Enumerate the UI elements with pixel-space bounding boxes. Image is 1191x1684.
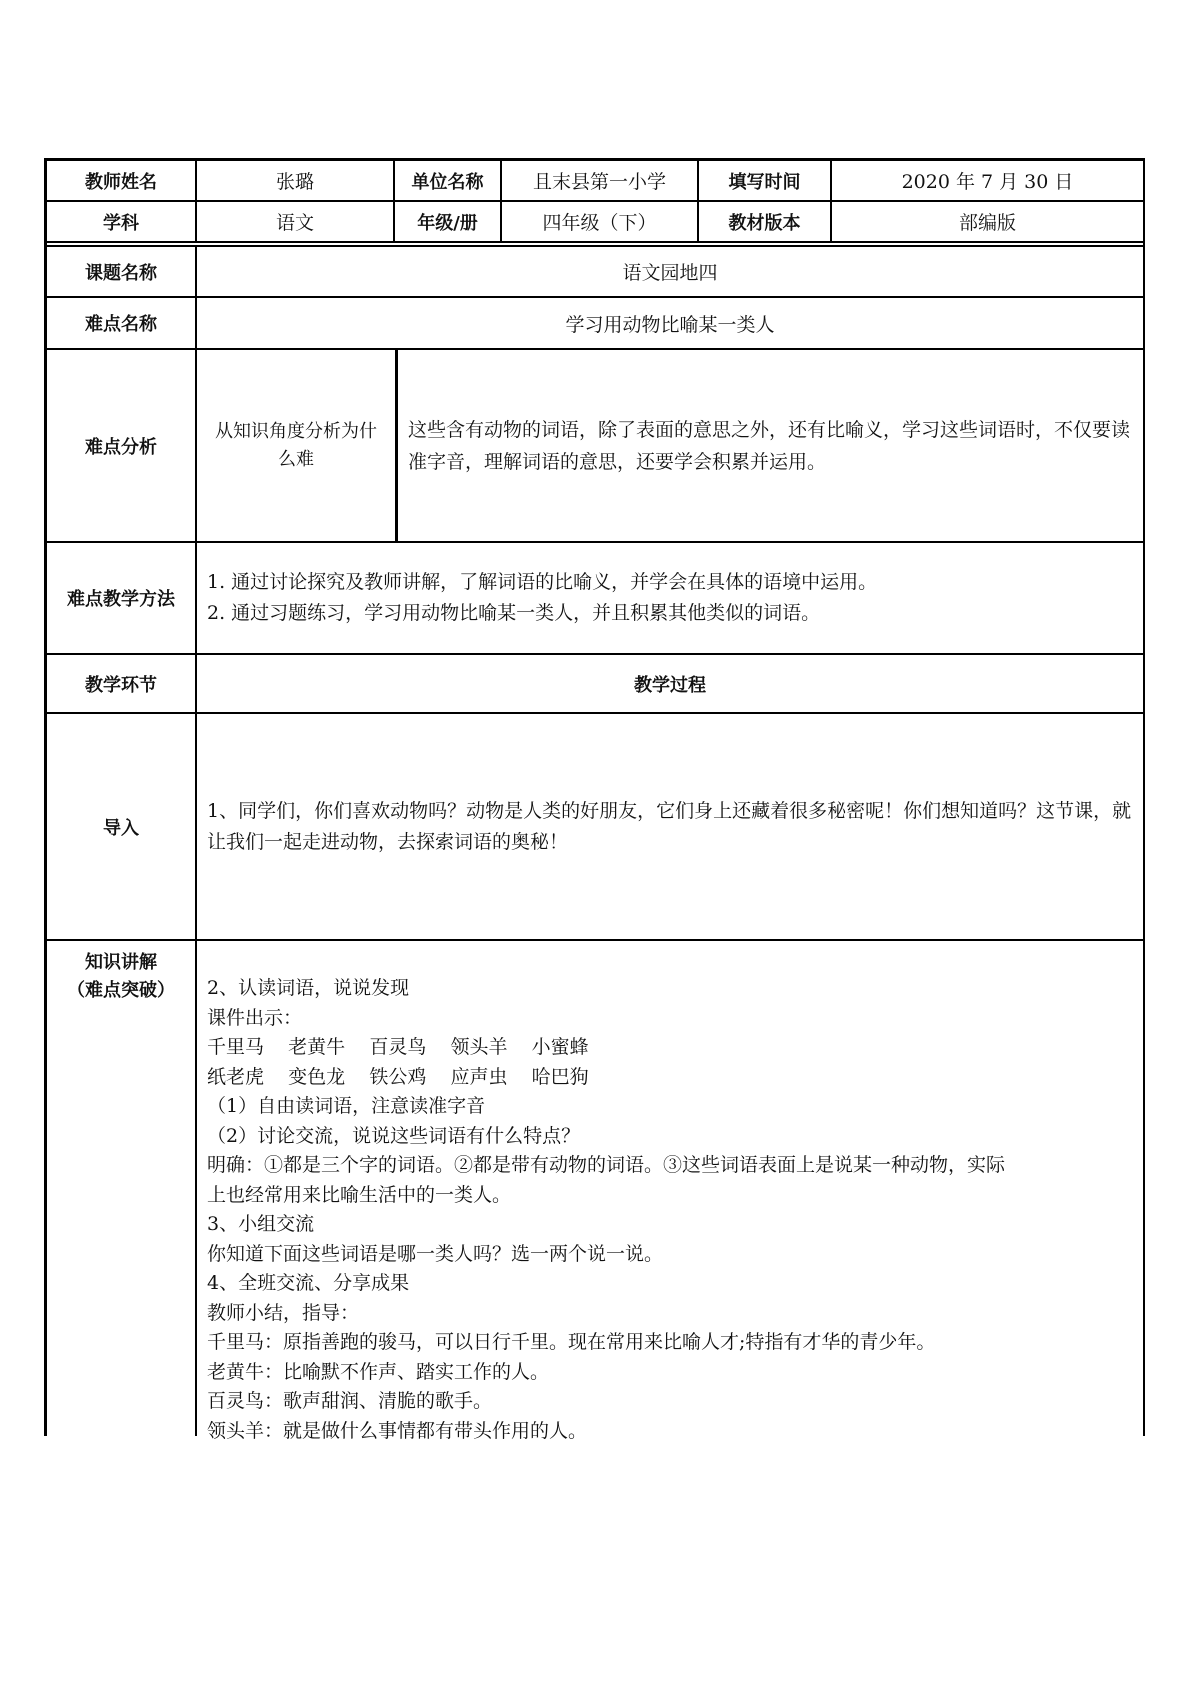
knowledge-line: （2）讨论交流，说说这些词语有什么特点？ [207,1124,581,1147]
fill-date-value: 2020 年 7 月 30 日 [901,171,1074,193]
lesson-plan-table [44,158,1145,1442]
topic-label: 课题名称 [47,247,197,298]
grade-label: 年级/册 [395,202,502,241]
method-item: 2. 通过习题练习，学习用动物比喻某一类人，并且积累其他类似的词语。 [207,602,821,624]
knowledge-line: 2、认读词语，说说发现 [207,977,410,999]
knowledge-line: 4、全班交流、分享成果 [207,1272,410,1294]
knowledge-line: 百灵鸟：歌声甜润、清脆的歌手。 [207,1390,493,1412]
knowledge-line: 明确：①都是三个字的词语。②都是带有动物的词语。③这些词语表面上是说某一种动物，实际 [207,1154,1006,1176]
edition-value: 部编版 [958,212,1016,234]
teacher-name-value: 张璐 [197,161,395,200]
subject-label: 学科 [47,202,197,243]
intro-label: 导入 [47,714,197,941]
knowledge-label-line1: 知识讲解 [85,952,157,973]
info-row-1 [197,161,1145,202]
edition-label: 教材版本 [699,202,832,241]
grade-value: 四年级（下） [502,202,699,241]
subject-value: 语文 [197,202,395,241]
process-section-value: 教学过程 [197,655,1145,714]
topic-value: 语文园地四 [197,247,1145,298]
knowledge-line: 千里马：原指善跑的骏马，可以日行千里。现在常用来比喻人才;特指有才华的青少年。 [207,1331,936,1353]
method-cell [197,543,1145,655]
unit-name-value: 且末县第一小学 [502,161,699,200]
analysis-label: 难点分析 [47,350,197,543]
knowledge-line: 3、小组交流 [207,1213,315,1235]
fill-date-label: 填写时间 [699,161,832,200]
teacher-name-label: 教师姓名 [47,161,197,202]
knowledge-line: 千里马 老黄牛 百灵鸟 领头羊 小蜜蜂 [207,1036,589,1058]
method-label: 难点教学方法 [47,543,197,655]
knowledge-line: 你知道下面这些词语是哪一类人吗？选一两个说一说。 [207,1242,664,1265]
unit-name-label: 单位名称 [395,161,502,200]
knowledge-line: 课件出示： [207,1006,303,1029]
knowledge-label [47,941,197,1436]
method-list [197,567,887,629]
knowledge-label-line2: （难点突破） [67,980,175,1001]
knowledge-line: 上也经常用来比喻生活中的一类人。 [207,1183,512,1206]
analysis-sub-label: 从知识角度分析为什么难 [197,350,398,541]
process-section-label: 教学环节 [47,655,197,714]
knowledge-line: 老黄牛：比喻默不作声、踏实工作的人。 [207,1360,550,1383]
knowledge-body [197,941,1145,1442]
intro-text: 1、同学们，你们喜欢动物吗？动物是人类的好朋友，它们身上还藏着很多秘密呢！你们想知道吗？这节课，就让我们一起走进动物，去探索词语的奥秘！ [207,799,1132,853]
method-item: 1. 通过讨论探究及教师讲解，了解词语的比喻义，并学会在具体的语境中运用。 [207,571,878,593]
knowledge-line: 教师小结，指导： [207,1301,360,1324]
knowledge-line: 纸老虎 变色龙 铁公鸡 应声虫 哈巴狗 [207,1065,589,1088]
analysis-cell [197,350,1145,543]
knowledge-line: 领头羊：就是做什么事情都有带头作用的人。 [207,1419,588,1442]
intro-cell [197,714,1145,941]
difficulty-label: 难点名称 [47,298,197,350]
knowledge-line: （1）自由读词语，注意读准字音 [207,1095,486,1117]
analysis-text: 这些含有动物的词语，除了表面的意思之外，还有比喻义，学习这些词语时，不仅要读准字音，理解词语的意思，还要学会积累并运用。 [408,418,1131,473]
difficulty-value: 学习用动物比喻某一类人 [197,298,1145,350]
info-row-2 [197,202,1145,243]
